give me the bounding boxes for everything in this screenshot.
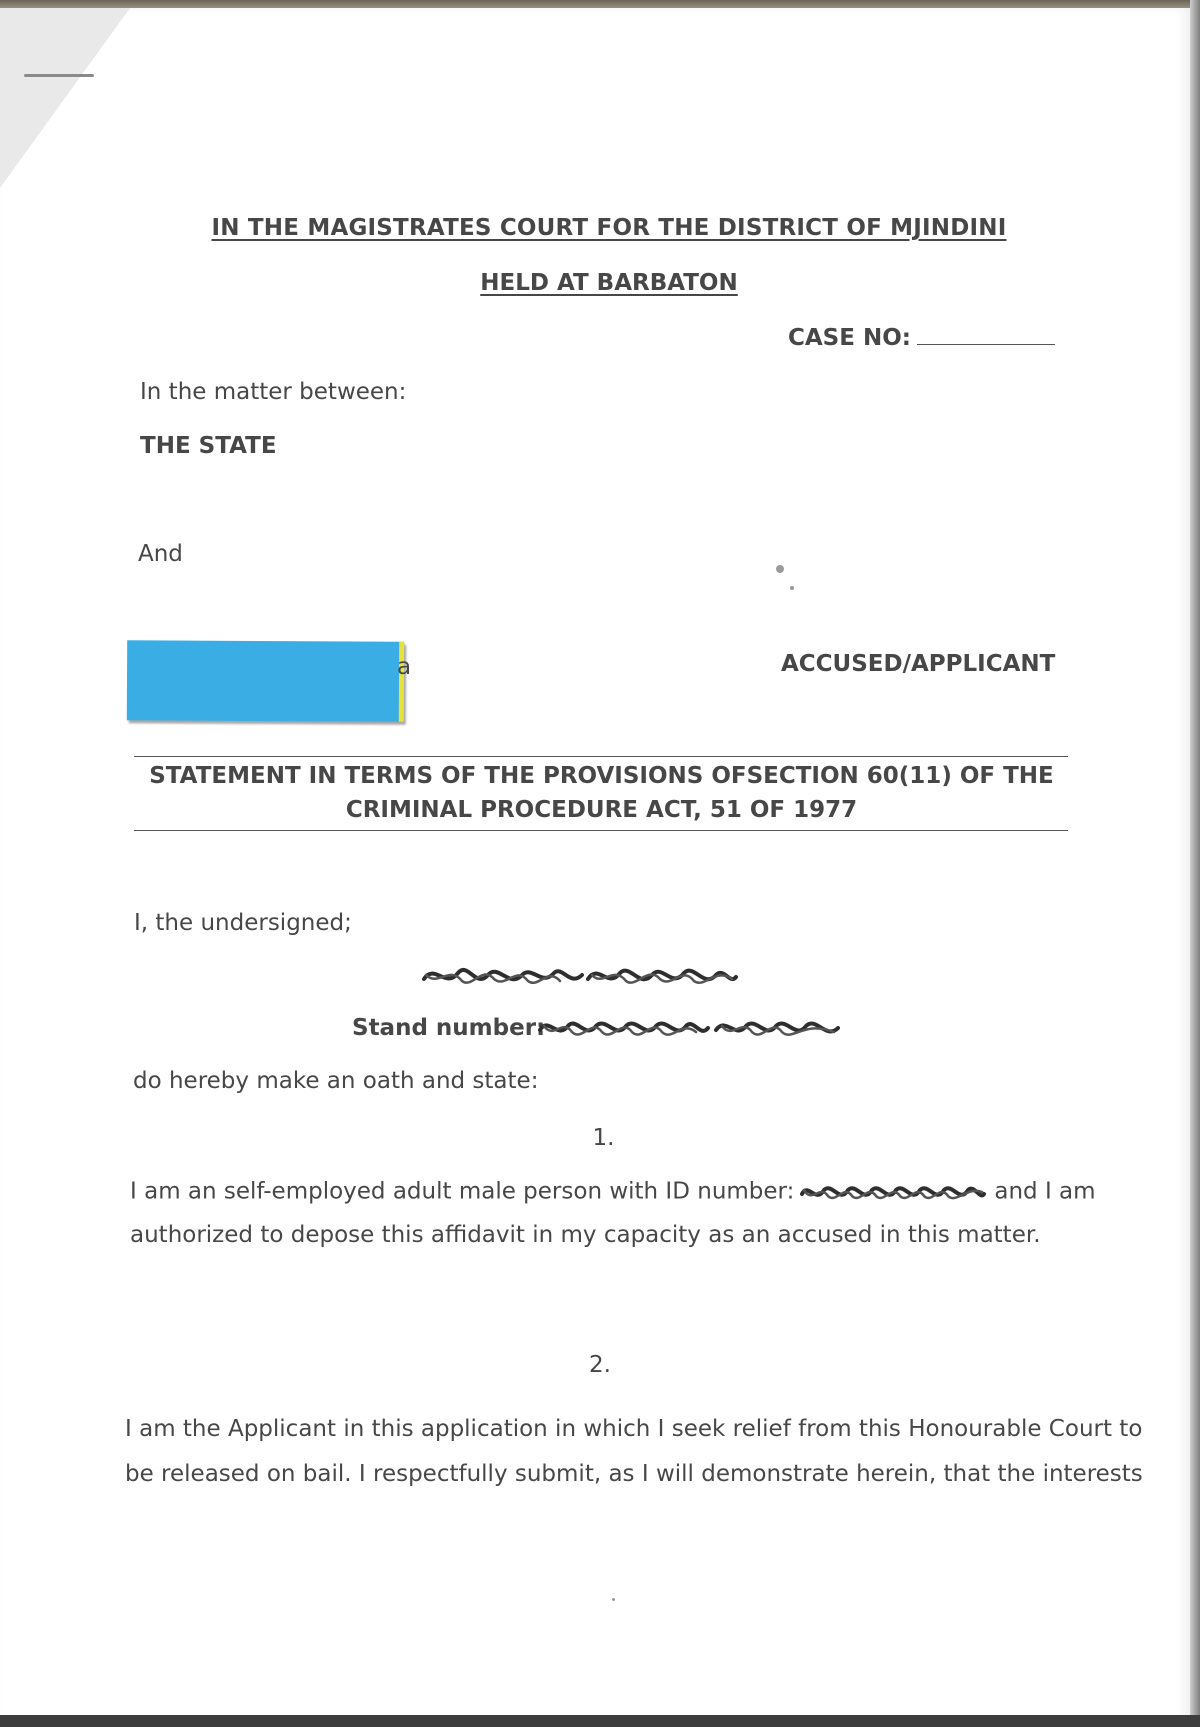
redaction-tape bbox=[127, 640, 404, 721]
paragraph-2-line-2: be released on bail. I respectfully submit, as I will demonstrate herein, that the interests bbox=[125, 1461, 1143, 1487]
paragraph-1-text-after-id: and I am bbox=[994, 1178, 1096, 1205]
court-title: IN THE MAGISTRATES COURT FOR THE DISTRICT OF MJINDINI bbox=[211, 215, 1007, 241]
paragraph-1-line-2: authorized to depose this affidavit in my capacity as an accused in this matter. bbox=[130, 1222, 1041, 1248]
redacted-id-number-scribble bbox=[798, 1178, 988, 1206]
oath-line: do hereby make an oath and state: bbox=[133, 1068, 539, 1094]
redacted-name-scribble bbox=[420, 959, 740, 993]
undersigned-text: I, the undersigned; bbox=[134, 910, 352, 936]
heading-rule-top bbox=[134, 756, 1068, 757]
photo-backdrop-bottom bbox=[0, 1715, 1200, 1727]
paper-speck bbox=[612, 1598, 615, 1601]
applicant-name-fragment: a bbox=[397, 654, 412, 680]
statement-heading-line-1: STATEMENT IN TERMS OF THE PROVISIONS OFSECTION 60(11) OF THE bbox=[149, 763, 1054, 789]
case-number-field bbox=[788, 324, 1055, 351]
folded-corner bbox=[0, 8, 130, 188]
heading-rule-bottom bbox=[134, 830, 1068, 831]
paragraph-1-line-1 bbox=[130, 1178, 1096, 1206]
paragraph-2-line-1: I am the Applicant in this application in which I seek relief from this Honourable Court to bbox=[125, 1416, 1143, 1442]
party-the-state: THE STATE bbox=[140, 433, 277, 459]
paragraph-1-number: 1. bbox=[592, 1125, 615, 1151]
paragraph-1-text-before-id: I am an self-employed adult male person with ID number: bbox=[130, 1178, 795, 1205]
redacted-stand-number-scribble bbox=[536, 1012, 842, 1044]
photo-backdrop-right bbox=[1190, 0, 1200, 1727]
paragraph-2-number: 2. bbox=[589, 1352, 611, 1378]
statement-heading-line-2: CRIMINAL PROCEDURE ACT, 51 OF 1977 bbox=[345, 797, 858, 823]
staple-mark bbox=[24, 74, 94, 77]
paper-speck bbox=[776, 565, 784, 573]
case-number-blank-line bbox=[917, 324, 1055, 345]
stand-number-label: Stand number: bbox=[352, 1015, 546, 1041]
matter-between-text: In the matter between: bbox=[140, 379, 407, 405]
accused-applicant-label: ACCUSED/APPLICANT bbox=[781, 651, 1056, 677]
case-number-label: CASE NO: bbox=[788, 325, 911, 351]
held-at-heading: HELD AT BARBATON bbox=[480, 270, 738, 296]
affidavit-page bbox=[0, 8, 1190, 1720]
and-text: And bbox=[138, 541, 183, 567]
paper-speck bbox=[790, 586, 794, 590]
